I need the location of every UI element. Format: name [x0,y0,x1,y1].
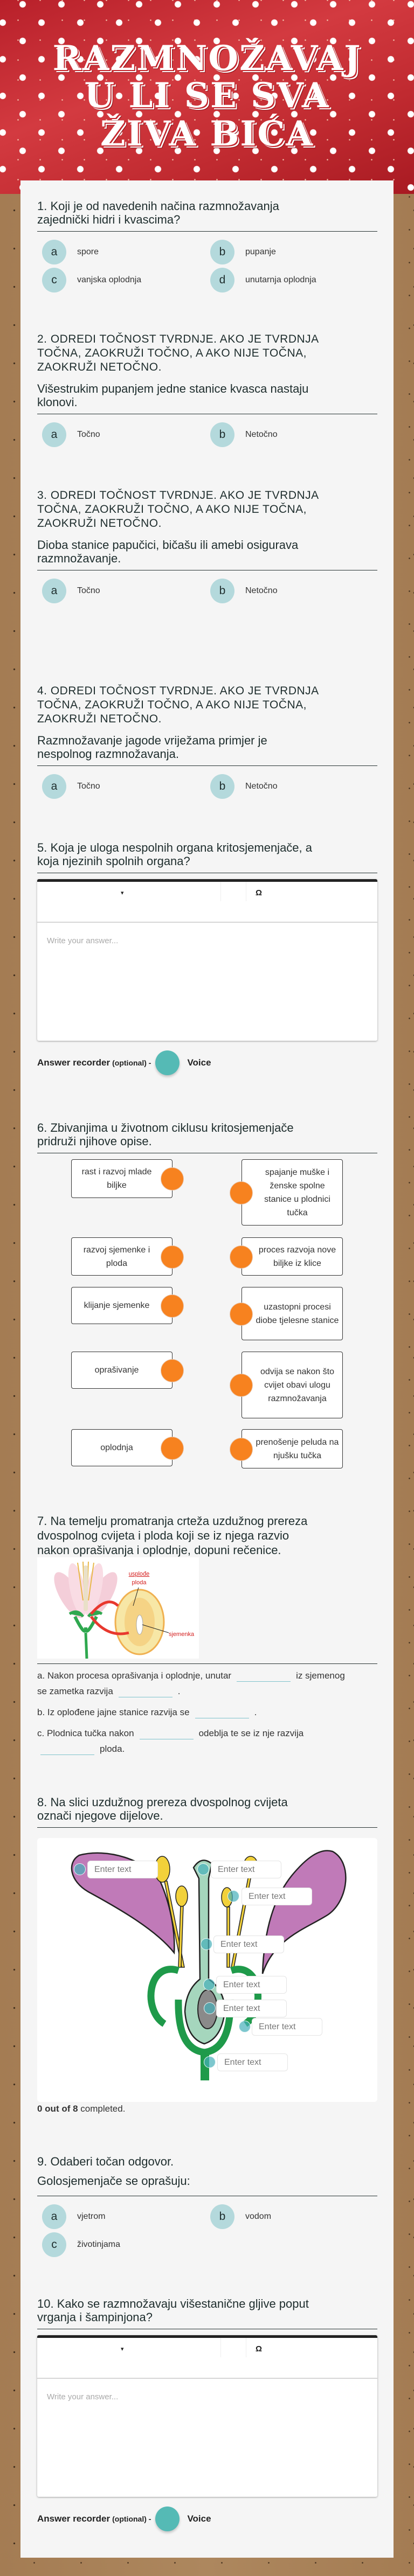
option-c[interactable] [42,2232,120,2257]
options [37,579,377,603]
question-title: 10. Kako se razmnožavaju višestanične gljive poput vrganja i šampinjona? [37,2297,377,2329]
match-item-right[interactable]: prenošenje peluda na njušku tučka [242,1429,343,1468]
question-2 [37,332,377,447]
label-hotspot[interactable] [74,1863,86,1875]
question-1 [37,199,377,293]
question-title: 8. Na slici uzdužnog prereza dvospolnog cvijeta označi njegove dijelove. [37,1795,377,1828]
option-label: unutarnja oplodnja [245,275,316,284]
option-label: spore [77,247,99,256]
option-label: vanjska oplodnja [77,275,142,284]
label-text-input[interactable]: Enter text [216,2000,287,2017]
sentence-text: c. Plodnica tučka nakon [37,1728,134,1738]
option-d[interactable] [210,268,316,293]
question-statement: Razmnožavanje jagode vriježama primjer je nespolnog razmnožavanja. [37,734,267,761]
option-b[interactable] [210,2204,271,2229]
option-label: Netočno [245,430,278,439]
option-letter-badge: a [42,240,66,264]
question-instruction: 3. ODREDI TOČNOST TVRDNJE. AKO JE TVRDNJA TOČNA, ZAOKRUŽI TOČNO, A AKO NIJE TOČNA, ZAOKRUŽI NETOČNO. [37,489,319,530]
option-a[interactable] [42,422,100,447]
option-b[interactable] [210,579,278,603]
labeling-progress [37,2104,125,2114]
label-seed: sjemenka [169,1631,195,1638]
label-text-input[interactable]: Enter text [242,1888,312,1905]
match-item-right[interactable]: proces razvoja nove biljke iz klice [242,1237,343,1276]
voice-label: Voice [187,2514,211,2524]
label-text-input[interactable]: Enter text [213,1936,284,1953]
option-b[interactable] [210,240,276,264]
match-connector-dot[interactable] [161,1167,184,1190]
progress-suffix: completed. [78,2104,126,2114]
format-dropdown-caret-icon[interactable]: ▾ [121,890,124,896]
option-label: Točno [77,586,100,595]
question-title: 1. Koji je od navedenih načina razmnožavanja zajednički hidri i kvascima? [37,199,377,232]
option-a[interactable] [42,579,100,603]
toolbar-divider [220,2338,221,2357]
question-statement: Višestrukim pupanjem jedne stanice kvasca nastaju klonovi. [37,382,309,409]
match-connector-dot[interactable] [161,1437,184,1460]
option-letter-badge: b [210,579,234,603]
option-letter-badge: b [210,2204,234,2229]
option-letter-badge: c [42,2232,66,2257]
label-wall-2: ploda [132,1579,147,1586]
question-5 [37,841,377,1075]
label-hotspot[interactable] [227,1890,239,1902]
sentence-text: . [177,1686,181,1696]
answer-recorder [37,1050,377,1075]
option-letter-badge: b [210,240,234,264]
fill-in-sentences [37,1668,377,1762]
sentence-text: a. Nakon procesa oprašivanja i oplodnje, unutar [37,1670,232,1681]
label-hotspot[interactable] [204,2056,216,2068]
blank-input[interactable] [237,1671,291,1682]
match-item-right[interactable]: spajanje muške i ženske spolne stanice u plodnici tučka [242,1159,343,1226]
special-characters-omega-icon[interactable]: Ω [256,2344,263,2354]
special-characters-omega-icon[interactable]: Ω [256,888,263,897]
sentence-text: . [254,1707,257,1717]
rich-text-editor [37,2335,377,2497]
question-statement: Golosjemenjače se oprašuju: [37,2174,190,2188]
option-a[interactable] [42,240,99,264]
blank-input[interactable] [40,1744,94,1755]
match-connector-dot[interactable] [230,1303,253,1326]
flower-labeling-diagram [37,1838,377,2102]
question-10 [37,2297,377,2531]
match-connector-dot[interactable] [230,1245,253,1269]
option-letter-badge: a [42,774,66,799]
match-item-left[interactable]: oplodnja [71,1429,172,1466]
match-connector-dot[interactable] [230,1374,253,1397]
blank-input[interactable] [140,1729,194,1739]
match-item-right[interactable]: uzastopni procesi diobe tjelesne stanice [242,1287,343,1340]
question-title: 7. Na temelju promatranja crteža uzdužnog prereza dvospolnog cvijeta i ploda koji se iz njega razvio nakon oprašivanja i oplodnje, dopuni rečenice. [37,1514,308,1557]
editor-toolbar [37,882,377,923]
voice-label: Voice [187,1057,211,1068]
question-instruction: 4. ODREDI TOČNOST TVRDNJE. AKO JE TVRDNJA TOČNA, ZAOKRUŽI TOČNO, A AKO NIJE TOČNA, ZAOKRUŽI NETOČNO. [37,685,319,725]
option-label: Netočno [245,782,278,791]
label-wall: usplođe [128,1571,150,1577]
option-letter-badge: d [210,268,234,293]
match-connector-dot[interactable] [230,1181,253,1205]
label-hotspot[interactable] [197,1863,209,1875]
recorder-optional: (optional) - [112,2515,151,2523]
match-connector-dot[interactable] [230,1438,253,1461]
options [37,774,377,799]
options [37,240,377,293]
option-label: vjetrom [77,2212,106,2221]
label-text-input[interactable]: Enter text [252,2018,322,2036]
options [37,2204,377,2257]
label-hotspot[interactable] [203,1979,215,1990]
question-9 [37,2152,377,2257]
flower-fruit-illustration [37,1557,199,1659]
question-7 [37,1514,377,1664]
toolbar-divider [220,882,221,901]
editor-toolbar [37,2338,377,2379]
sentence-text: b. Iz oplođene jajne stanice razvija se [37,1707,190,1717]
blank-input[interactable] [195,1708,249,1718]
recorder-label: Answer recorder [37,1057,111,1068]
quiz-header-banner [0,0,414,194]
progress-count: 0 out of 8 [37,2104,78,2114]
sentence-a [37,1668,377,1699]
quiz-title-line-1: RAZMNOŽAVAJ [52,38,362,79]
label-hotspot[interactable] [201,1938,212,1950]
sentence-text: iz sjemenog [296,1670,345,1681]
sentence-c [37,1725,377,1757]
question-instruction: 2. ODREDI TOČNOST TVRDNJE. AKO JE TVRDNJA TOČNA, ZAOKRUŽI TOČNO, A AKO NIJE TOČNA, ZAOKRUŽI NETOČNO. [37,333,319,373]
sentence-text: se zametka razvija [37,1686,113,1696]
option-letter-badge: c [42,268,66,293]
answer-textarea[interactable] [46,2392,364,2402]
answer-textarea[interactable] [46,936,364,946]
option-label: vodom [245,2212,272,2221]
quiz-title-line-2: U LI SE SVA [84,75,330,116]
question-6 [37,1121,377,1153]
sentence-text: odeblja te se iz nje razvija [198,1728,304,1738]
option-b[interactable] [210,774,278,799]
question-8 [37,1795,377,1828]
option-label: pupanje [245,247,276,256]
question-3 [37,489,377,603]
answer-recorder [37,2507,377,2531]
option-label: Točno [77,430,100,439]
option-label: životinjama [77,2240,121,2249]
question-instruction: 9. Odaberi točan odgovor. [37,2155,174,2168]
option-b[interactable] [210,422,278,447]
option-label: Netočno [245,586,278,595]
label-hotspot[interactable] [204,2002,216,2014]
option-a[interactable] [42,774,100,799]
match-connector-dot[interactable] [161,1294,184,1318]
match-item-left[interactable]: rast i razvoj mlade biljke [71,1159,172,1198]
sentence-text: ploda. [100,1744,125,1754]
question-4 [37,684,377,799]
options [37,422,377,447]
question-title: 5. Koja je uloga nespolnih organa kritosjemenjače, a koja njezinih spolnih organa? [37,841,377,873]
recorder-label: Answer recorder [37,2514,111,2524]
label-text-input[interactable]: Enter text [211,1861,281,1878]
match-item-left[interactable]: razvoj sjemenke i ploda [71,1237,172,1276]
voice-record-button[interactable] [155,2507,180,2531]
label-text-input[interactable]: Enter text [216,1976,287,1994]
option-letter-badge: b [210,422,234,447]
format-dropdown-caret-icon[interactable]: ▾ [121,2346,124,2352]
label-text-input[interactable]: Enter text [87,1861,158,1878]
sentence-b [37,1704,377,1720]
option-a[interactable] [42,2204,105,2229]
match-connector-dot[interactable] [161,1359,184,1382]
voice-record-button[interactable] [155,1050,180,1075]
quiz-title-line-3: ŽIVA BIĆA [100,114,314,154]
option-letter-badge: b [210,774,234,799]
question-statement: Dioba stanice papučici, bičašu ili amebi osigurava razmnožavanje. [37,538,299,565]
option-label: Točno [77,782,100,791]
recorder-optional: (optional) - [112,1059,151,1067]
question-title: 6. Zbivanjima u životnom ciklusu kritosjemenjače pridruži njihove opise. [37,1121,377,1153]
option-c[interactable] [42,268,141,293]
blank-input[interactable] [119,1687,172,1697]
option-letter-badge: a [42,579,66,603]
label-hotspot[interactable] [239,2021,251,2032]
match-item-left[interactable]: oprašivanje [71,1352,172,1389]
rich-text-editor [37,879,377,1041]
option-letter-badge: a [42,422,66,447]
match-item-left[interactable]: klijanje sjemenke [71,1287,172,1324]
option-letter-badge: a [42,2204,66,2229]
match-connector-dot[interactable] [161,1245,184,1269]
label-text-input[interactable]: Enter text [217,2053,288,2071]
match-item-right[interactable]: odvija se nakon što cvijet obavi ulogu razmnožavanja [242,1352,343,1418]
